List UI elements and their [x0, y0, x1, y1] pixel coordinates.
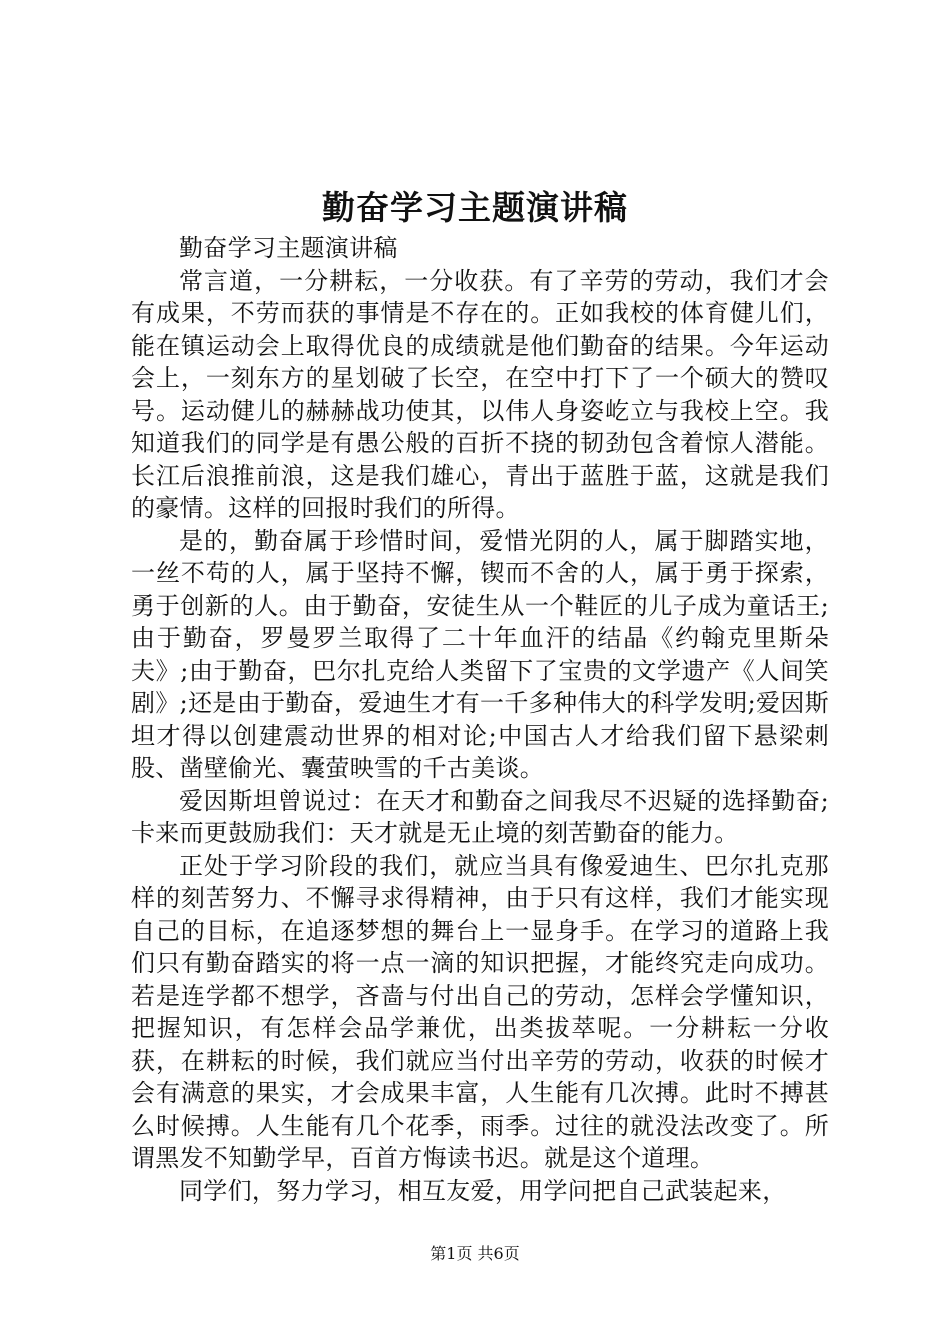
page-number-footer: 第1页 共6页 — [430, 1244, 520, 1263]
paragraph: 同学们，努力学习，相互友爱，用学问把自己武装起来， — [179, 1176, 787, 1205]
paragraph: 是的，勤奋属于珍惜时间，爱惜光阴的人，属于脚踏实地，一丝不苟的人，属于坚持不懈，锲而不舍的人，属于勇于探索，勇于创新的人。由于勤奋，安徒生从一个鞋匠的儿子成为童话王;由于勤奋，罗曼罗兰取得了二十年血汗的结晶《约翰克里斯朵夫》;由于勤奋，巴尔扎克给人类留下了宝贵的文学遗产《人间笑剧》;还是由于勤奋，爱迪生才有一千多种伟大的科学发明;爱因斯坦才得以创建震动世界的相对论;中国古人才给我们留下悬梁刺股、凿壁偷光、囊萤映雪的千古美谈。 — [131, 526, 829, 782]
document-body — [131, 232, 829, 1207]
document-title: 勤奋学习主题演讲稿 — [322, 188, 628, 227]
paragraph: 常言道，一分耕耘，一分收获。有了辛劳的劳动，我们才会有成果，不劳而获的事情是不存在的。正如我校的体育健儿们，能在镇运动会上取得优良的成绩就是他们勤奋的结果。今年运动会上，一刻东方的星划破了长空，在空中打下了一个硕大的赞叹号。运动健儿的赫赫战功使其，以伟人身姿屹立与我校上空。我知道我们的同学是有愚公般的百折不挠的韧劲包含着惊人潜能。长江后浪推前浪，这是我们雄心，青出于蓝胜于蓝，这就是我们的豪情。这样的回报时我们的所得。 — [131, 266, 829, 522]
paragraph: 爱因斯坦曾说过：在天才和勤奋之间我尽不迟疑的选择勤奋;卡来而更鼓励我们：天才就是无止境的刻苦勤奋的能力。 — [131, 786, 829, 847]
document-subtitle: 勤奋学习主题演讲稿 — [179, 234, 398, 262]
paragraph: 正处于学习阶段的我们，就应当具有像爱迪生、巴尔扎克那样的刻苦努力、不懈寻求得精神，由于只有这样，我们才能实现自己的目标，在追逐梦想的舞台上一显身手。在学习的道路上我们只有勤奋踏实的将一点一滴的知识把握，才能终究走向成功。若是连学都不想学，吝啬与付出自己的劳动，怎样会学懂知识，把握知识，有怎样会品学兼优，出类拔萃呢。一分耕耘一分收获，在耕耘的时候，我们就应当付出辛劳的劳动，收获的时候才会有满意的果实，才会成果丰富，人生能有几次搏。此时不搏甚么时候搏。人生能有几个花季，雨季。过往的就没法改变了。所谓黑发不知勤学早，百首方悔读书迟。就是这个道理。 — [131, 851, 829, 1172]
